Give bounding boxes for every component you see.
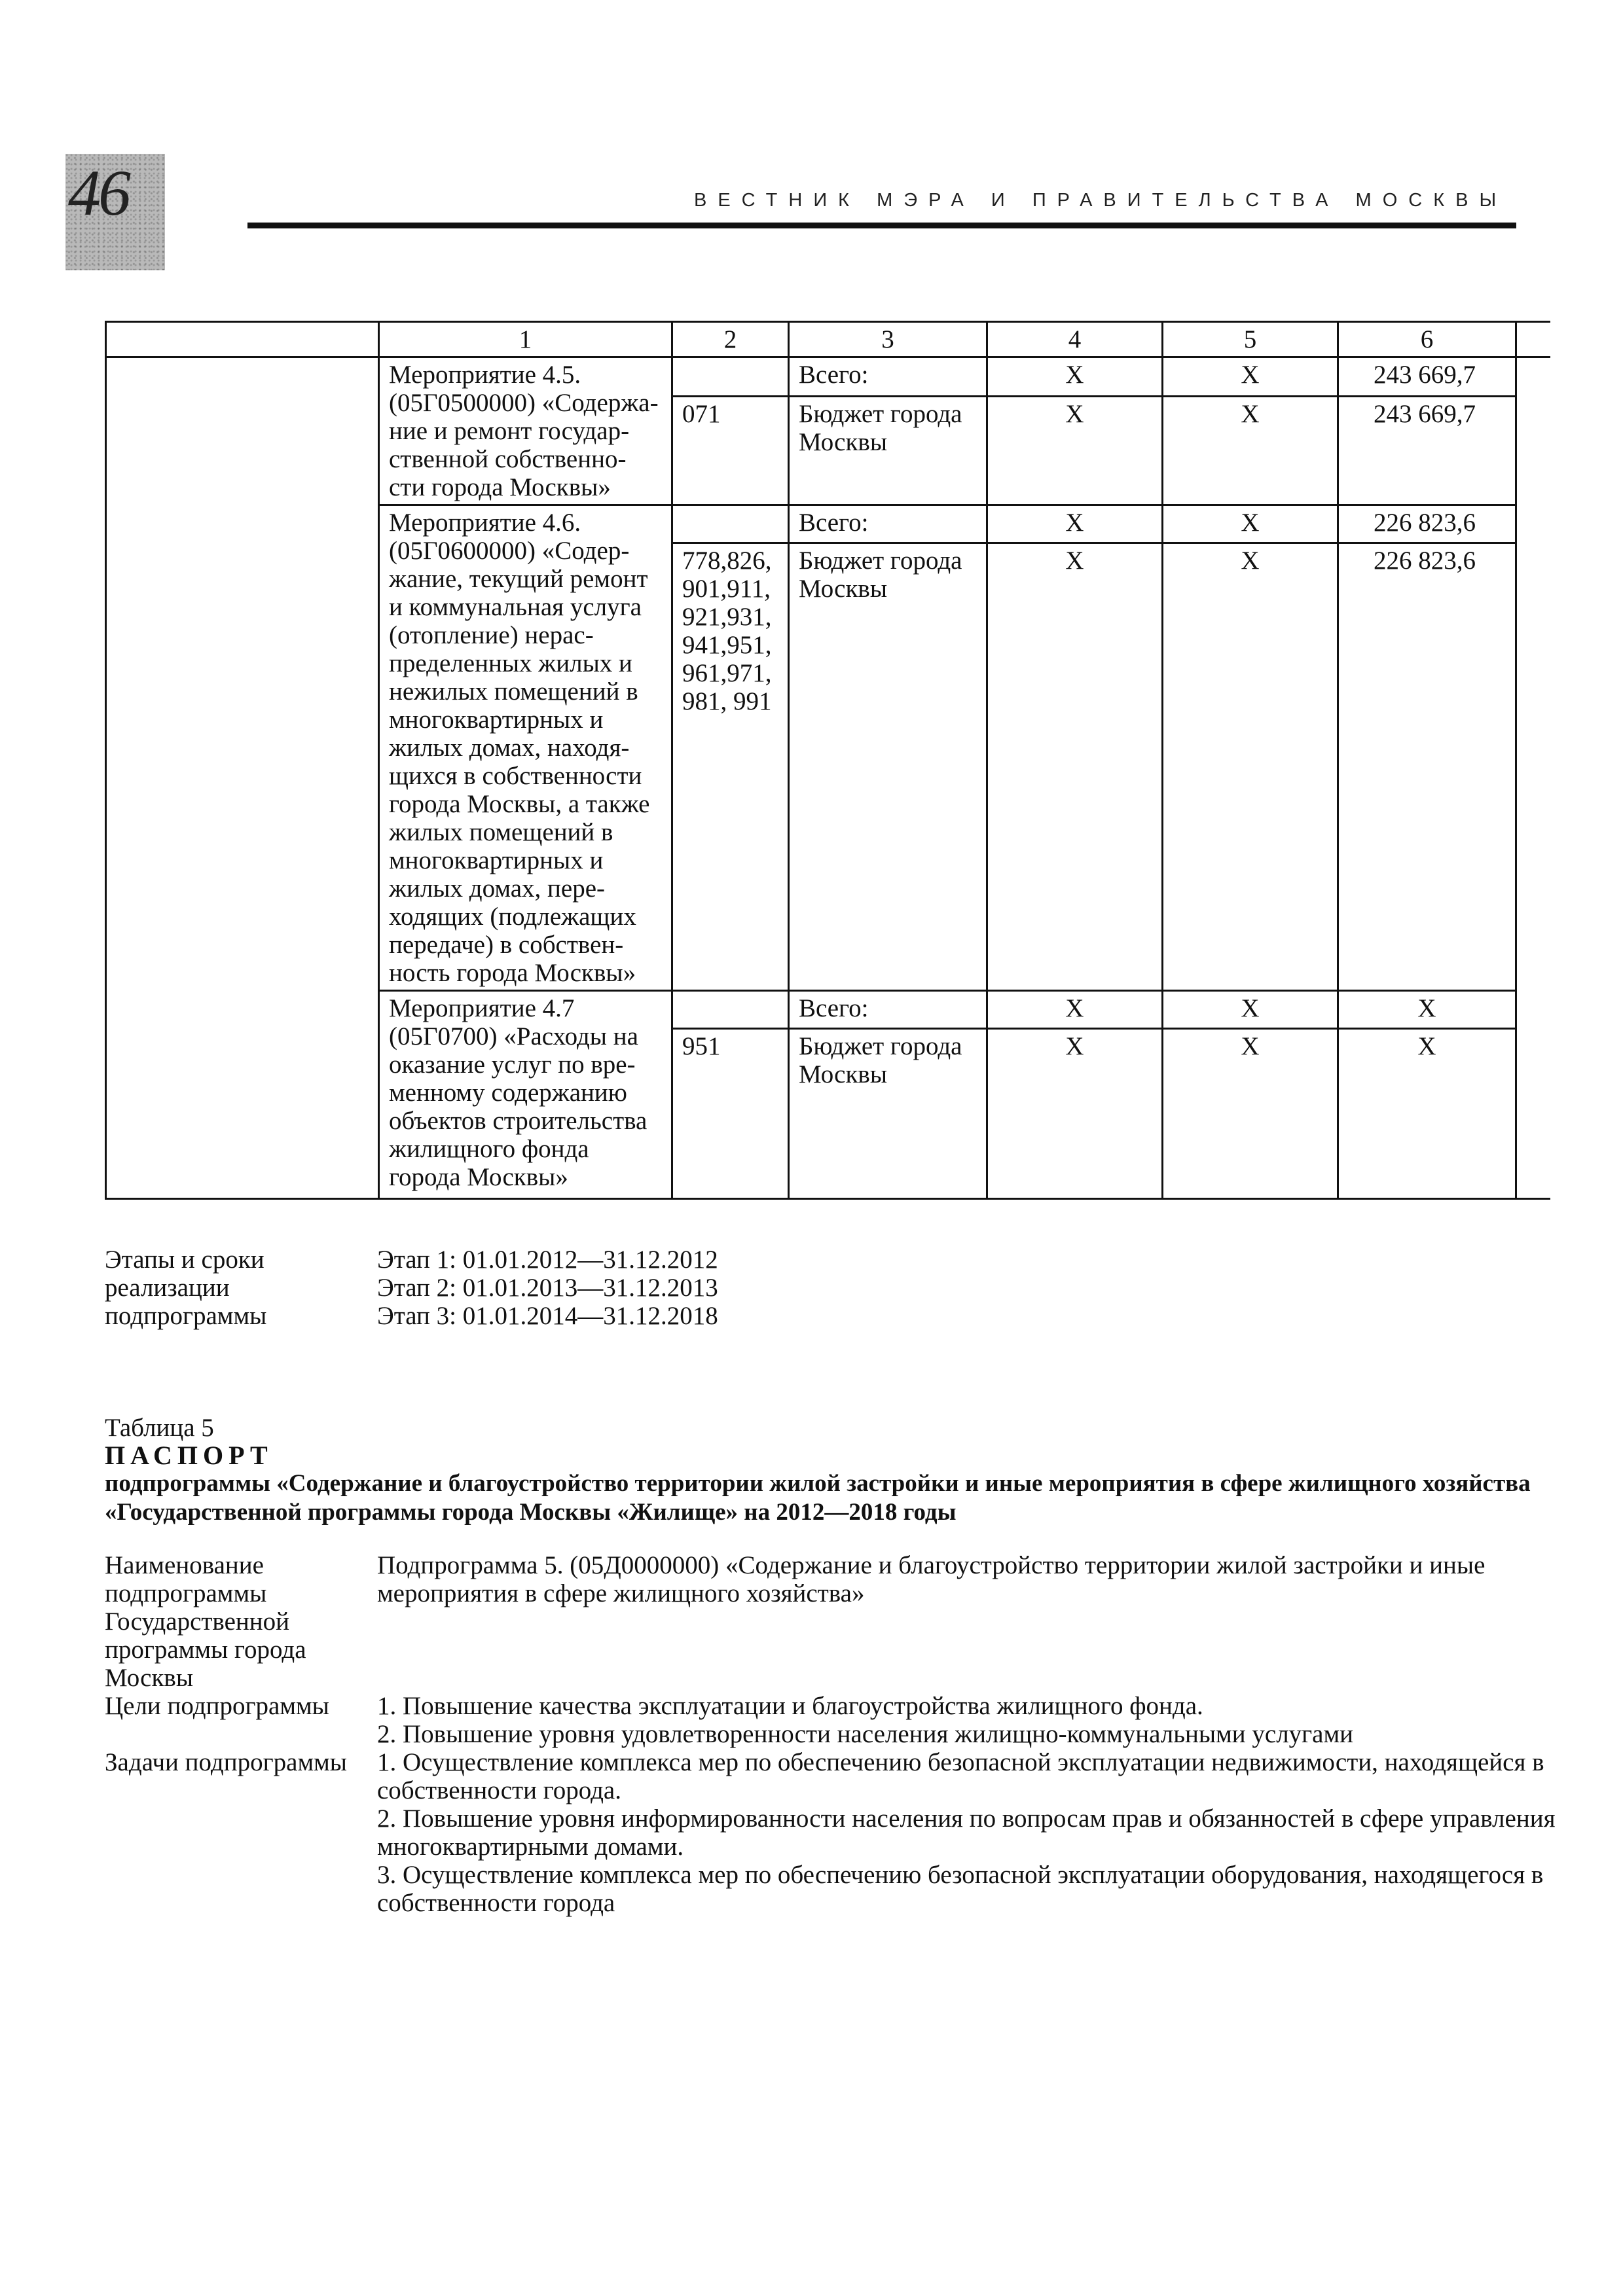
value-cell: Х xyxy=(1163,357,1338,397)
funding-table xyxy=(105,321,1550,1200)
value-cell: 226 823,6 xyxy=(1338,543,1516,991)
passport-value xyxy=(377,1748,1562,1917)
header-cell-edge xyxy=(1516,322,1550,357)
codes-cell xyxy=(672,505,789,543)
value-cell: Х xyxy=(987,1029,1163,1199)
value-cell: Х xyxy=(987,397,1163,505)
source-cell: Всего: xyxy=(789,991,987,1029)
measure-cell: Мероприятие 4.5. (05Г0500000) «Содержа-ние и ремонт государ-ственной собственно-сти города Москвы» xyxy=(379,357,672,505)
value-cell: Х xyxy=(987,357,1163,397)
value-cell: Х xyxy=(1338,1029,1516,1199)
publication-title: ВЕСТНИК МЭРА И ПРАВИТЕЛЬСТВА МОСКВЫ xyxy=(694,190,1508,211)
value-cell: Х xyxy=(1163,1029,1338,1199)
goal-item: 2. Повышение уровня удовлетворенности населения жилищно-коммунальными услугами xyxy=(377,1720,1354,1748)
codes-cell xyxy=(672,357,789,397)
stages-label: Этапы и сроки реализации подпрограммы xyxy=(105,1246,267,1330)
passport-row-goals xyxy=(105,1692,1545,1748)
goal-item: 1. Повышение качества эксплуатации и благоустройства жилищного фонда. xyxy=(377,1692,1203,1720)
page-number: 46 xyxy=(68,156,128,229)
measure-cell: Мероприятие 4.7 (05Г0700) «Расходы на оказание услуг по вре-менному содержанию объектов строительства жилищного фонда города Москвы» xyxy=(379,991,672,1199)
passport-row-tasks xyxy=(105,1748,1556,1917)
passport-row-name xyxy=(105,1551,1545,1692)
codes-cell xyxy=(672,991,789,1029)
passport-label: Цели подпрограммы xyxy=(105,1692,329,1720)
header-cell: 5 xyxy=(1163,322,1338,357)
passport-subtitle: подпрограммы «Содержание и благоустройство территории жилой застройки и иные мероприятия в сфере жилищного хозяйства «Государственной программы города Москвы «Жилище» на 2012—2018 годы xyxy=(105,1470,1531,1526)
table-caption: Таблица 5 xyxy=(105,1414,214,1442)
passport-label: Наименование подпрограммы Государственной программы города Москвы xyxy=(105,1551,306,1692)
value-cell: Х xyxy=(1163,505,1338,543)
edge-cell xyxy=(1516,357,1550,1199)
header-rule xyxy=(247,223,1516,228)
source-cell: Бюджет города Москвы xyxy=(789,397,987,505)
source-cell: Всего: xyxy=(789,357,987,397)
codes-cell: 951 xyxy=(672,1029,789,1199)
passport-label: Задачи подпрограммы xyxy=(105,1748,348,1776)
source-cell: Всего: xyxy=(789,505,987,543)
measure-cell: Мероприятие 4.6. (05Г0600000) «Содер-жание, текущий ремонт и коммунальная услуга (отопление) нерас-пределенных жилых и нежилых помещений в многоквартирных и жилых домах, находя-щихся в собственности города Москвы, а также жилых помещений в многоквартирных и жилых домах, пере-ходящих (подлежащих передаче) в собствен-ность города Москвы» xyxy=(379,505,672,991)
value-cell: 243 669,7 xyxy=(1338,357,1516,397)
codes-cell: 778,826, 901,911, 921,931, 941,951, 961,971, 981, 991 xyxy=(672,543,789,991)
value-cell: Х xyxy=(1163,543,1338,991)
passport-heading: ПАСПОРТ xyxy=(105,1441,273,1470)
passport-value xyxy=(377,1692,1562,1748)
value-cell: 226 823,6 xyxy=(1338,505,1516,543)
value-cell: Х xyxy=(1163,397,1338,505)
header-cell: 2 xyxy=(672,322,789,357)
task-item: 1. Осуществление комплекса мер по обеспечению безопасной эксплуатации недвижимости, находящейся в собственности города. xyxy=(377,1748,1544,1804)
task-item: 3. Осуществление комплекса мер по обеспечению безопасной эксплуатации оборудования, находящегося в собственности города xyxy=(377,1861,1544,1917)
header-cell: 1 xyxy=(379,322,672,357)
value-cell: Х xyxy=(987,991,1163,1029)
stages-list xyxy=(377,1246,1163,1330)
codes-cell: 071 xyxy=(672,397,789,505)
header-cell-blank xyxy=(106,322,379,357)
table-row xyxy=(106,357,1550,397)
task-item: 2. Повышение уровня информированности населения по вопросам прав и обязанностей в сфере управления многоквартирными домами. xyxy=(377,1804,1556,1861)
header-cell: 6 xyxy=(1338,322,1516,357)
value-cell: Х xyxy=(987,505,1163,543)
value-cell: 243 669,7 xyxy=(1338,397,1516,505)
passport-block xyxy=(105,1551,1556,1917)
value-cell: Х xyxy=(1338,991,1516,1029)
page-number-badge xyxy=(65,154,165,270)
header-cell: 4 xyxy=(987,322,1163,357)
value-cell: Х xyxy=(987,543,1163,991)
left-blank-cell xyxy=(106,357,379,1199)
value-cell: Х xyxy=(1163,991,1338,1029)
table-header-row xyxy=(106,322,1550,357)
passport-value: Подпрограмма 5. (05Д0000000) «Содержание и благоустройство территории жилой застройки и иные мероприятия в сфере жилищного хозяйства» xyxy=(377,1551,1486,1607)
header-cell: 3 xyxy=(789,322,987,357)
source-cell: Бюджет города Москвы xyxy=(789,543,987,991)
stage-item: Этап 1: 01.01.2012—31.12.2012 xyxy=(377,1246,718,1274)
stage-item: Этап 2: 01.01.2013—31.12.2013 xyxy=(377,1274,718,1302)
source-cell: Бюджет города Москвы xyxy=(789,1029,987,1199)
stage-item: Этап 3: 01.01.2014—31.12.2018 xyxy=(377,1302,718,1330)
